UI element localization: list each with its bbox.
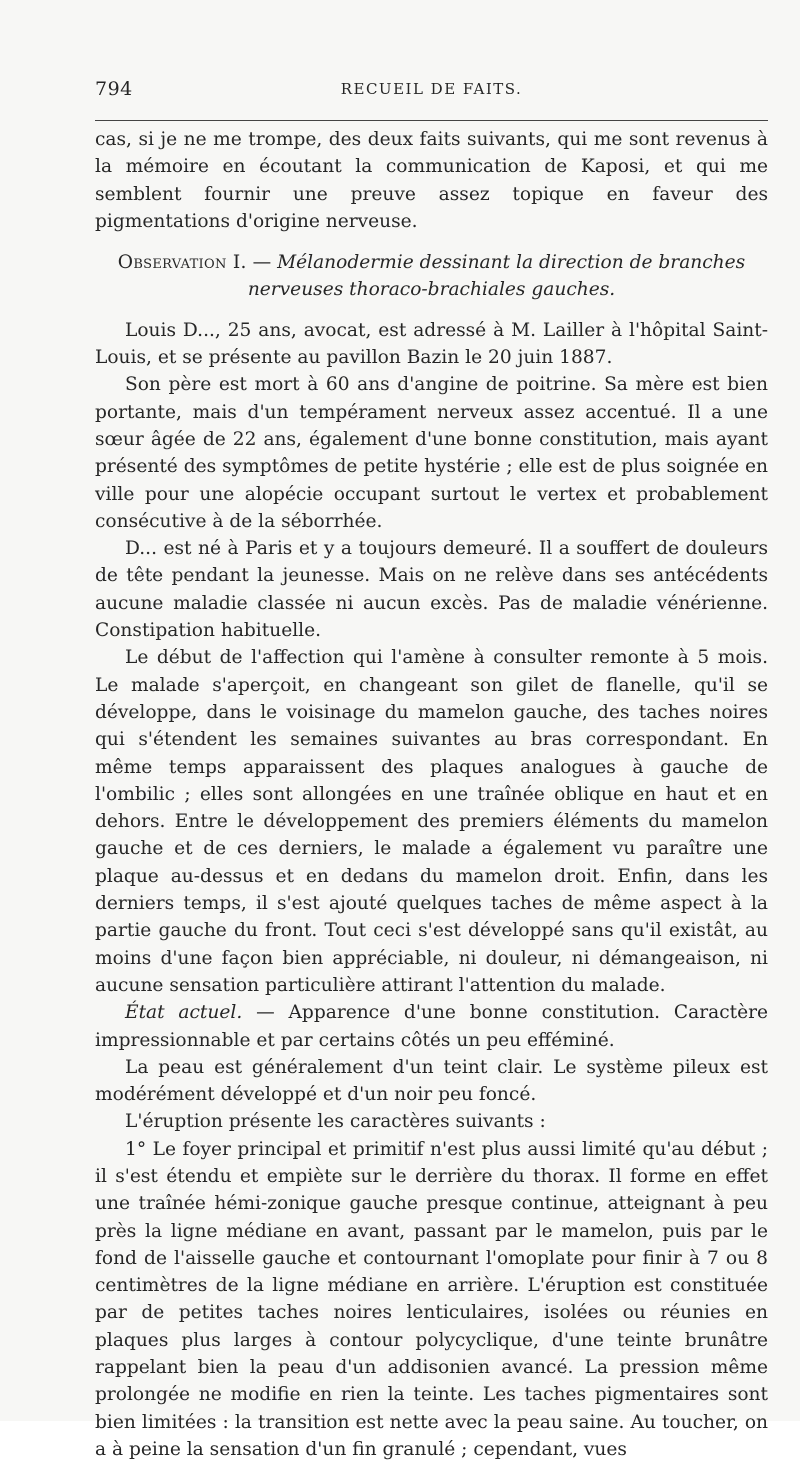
observation-heading (95, 249, 768, 304)
intro-paragraph: cas, si je ne me trompe, des deux faits suivants, qui me sont revenus à la mémoire en écoutant la communication de Kaposi, et qui me semblent fournir une preuve assez topique en faveur des pigmentations d'origine nerveuse. (95, 129, 768, 232)
page-body (95, 126, 768, 1463)
spacer (95, 304, 768, 317)
running-head: RECUEIL DE FAITS. (340, 80, 523, 98)
paragraph-eruption-intro: L'éruption présente les caractères suivants : (125, 1111, 546, 1133)
paragraph-skin: La peau est généralement d'un teint clair. Le système pileux est modérément développé et d'un noir peu foncé. (95, 1056, 768, 1106)
header-rule (95, 120, 768, 121)
paragraph-onset: Le début de l'affection qui l'amène à consulter remonte à 5 mois. Le malade s'aperçoit, en changeant son gilet de flanelle, qu'il se développe, dans le voisinage du mamelon gauche, des taches noires qui s'étendent les semaines suivantes au bras correspondant. En même temps apparaissent des plaques analogues à gauche de l'ombilic ; elles sont allongées en une traînée oblique en haut et en dehors. Entre le développement des premiers éléments du mamelon gauche et de ces derniers, le malade a également vu paraître une plaque au-dessus et en dedans du mamelon droit. Enfin, dans les derniers temps, il s'est ajouté quelques taches de même aspect à la partie gauche du front. Tout ceci s'est développé sans qu'il existât, au moins d'une façon bien appréciable, ni douleur, ni démangeaison, ni aucune sensation particulière attirant l'attention du malade. (95, 647, 768, 996)
page-number: 794 (95, 78, 133, 100)
paragraph-family-history: Son père est mort à 60 ans d'angine de poitrine. Sa mère est bien portante, mais d'un tempérament nerveux assez accentué. Il a une sœur âgée de 22 ans, également d'une bonne constitution, mais ayant présenté des symptômes de petite hystérie ; elle est de plus soignée en ville pour une alopécie occupant surtout le vertex et probablement consécutive à de la séborrhée. (95, 374, 768, 532)
page-header (95, 78, 768, 104)
paragraph-eruption-1: 1° Le foyer principal et primitif n'est plus aussi limité qu'au début ; il s'est étendu et empiète sur le derrière du thorax. Il forme en effet une traînée hémi-zonique gauche presque continue, atteignant à peu près la ligne médiane en avant, passant par le mamelon, puis par le fond de l'aisselle gauche et contournant l'omoplate pour finir à 7 ou 8 centimètres de la ligne médiane en arrière. L'éruption est constituée par de petites taches noires lenticulaires, isolées ou réunies en plaques plus larges à contour polycyclique, d'une teinte brunâtre rappelant bien la peau d'un addisonien avancé. La pression même prolongée ne modifie en rien la teinte. Les taches pigmentaires sont bien limitées : la transition est nette avec la peau saine. Au toucher, on a à peine la sensation d'un fin granulé ; cependant, vues (95, 1138, 768, 1460)
observation-dash: — (246, 252, 278, 274)
paragraph-personal-history: D... est né à Paris et y a toujours demeuré. Il a souffert de douleurs de tête pendant la jeunesse. Mais on ne relève dans ses antécédents aucune maladie classée ni aucun excès. Pas de maladie vénérienne. Constipation habituelle. (95, 538, 768, 642)
etat-actuel-text: — Apparence d'une bonne constitution. Caractère impressionnable et par certains côtés un peu efféminé. (95, 1002, 768, 1051)
paragraph-patient: Louis D..., 25 ans, avocat, est adressé à M. Lailler à l'hôpital Saint-Louis, et se présente au pavillon Bazin le 20 juin 1887. (95, 319, 768, 369)
observation-label: Observation I. (117, 252, 247, 274)
observation-title: Mélanodermie dessinant la direction de branches nerveuses thoraco-brachiales gauches. (247, 252, 746, 301)
etat-actuel-label: État actuel. (125, 1002, 243, 1024)
paragraph-etat-actuel (95, 999, 768, 1054)
